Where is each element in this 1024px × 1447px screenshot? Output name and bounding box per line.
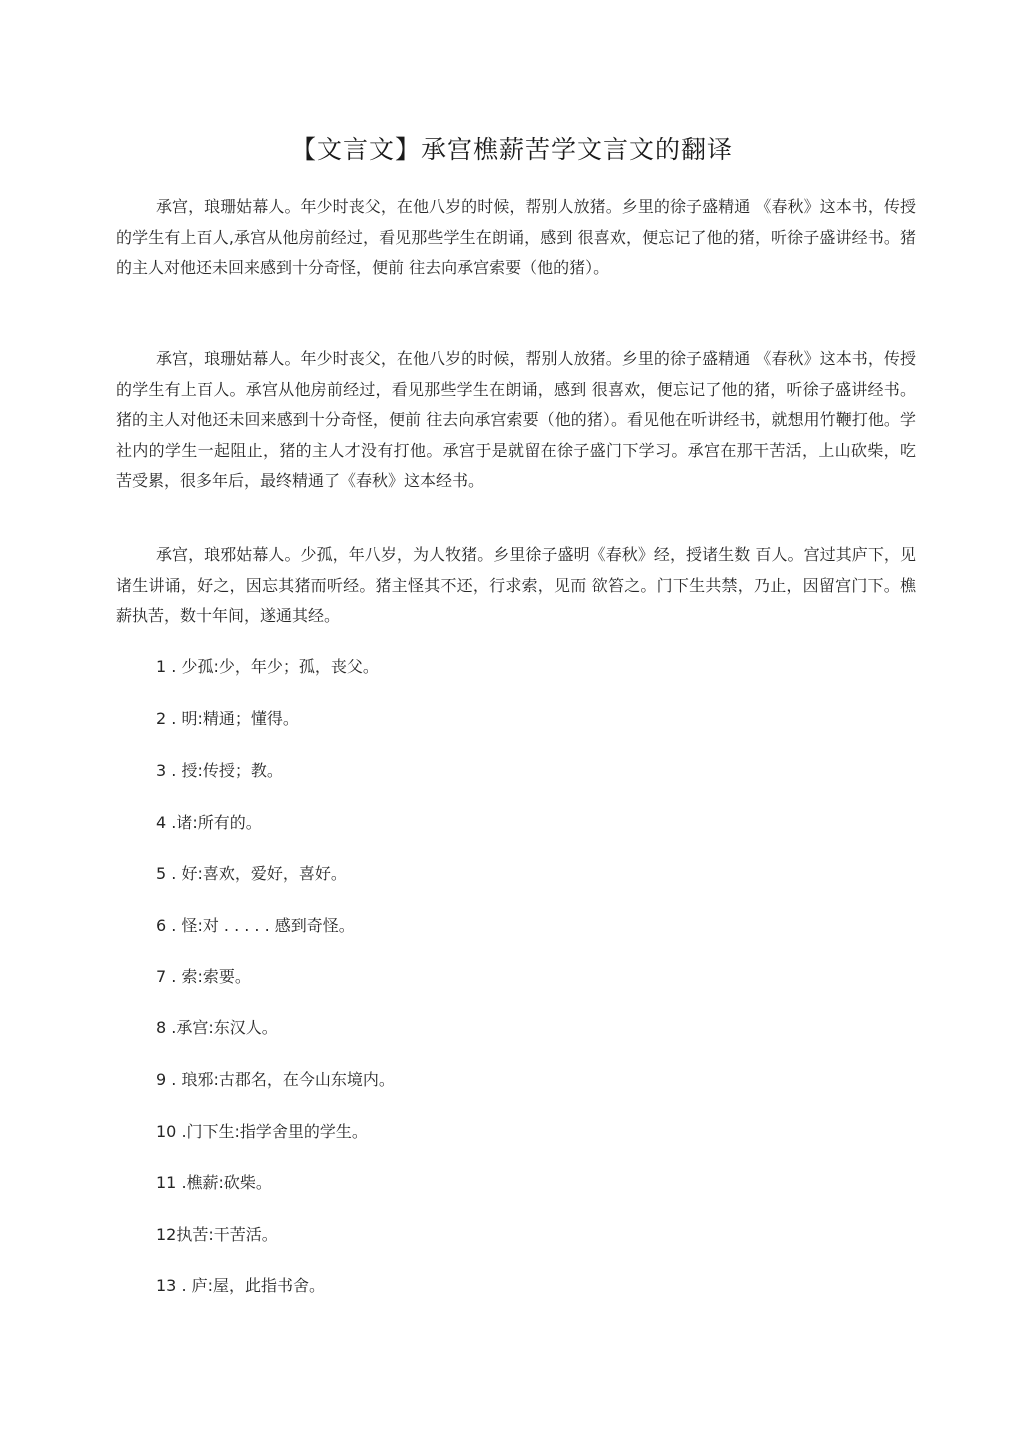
- annotation-item: 7 . 索:索要。: [156, 967, 251, 986]
- annotation-item: 4 .诸:所有的。: [156, 813, 262, 832]
- annotation-item: 3 . 授:传授；教。: [156, 761, 283, 780]
- annotation-item: 1 . 少孤:少，年少；孤，丧父。: [156, 657, 379, 676]
- document-title: 【文言文】承宫樵薪苦学文言文的翻译: [290, 135, 733, 164]
- annotation-item: 8 .承宫:东汉人。: [156, 1018, 278, 1037]
- annotation-item: 2 . 明:精通；懂得。: [156, 709, 299, 728]
- translation-paragraph-short: 承宫，琅珊姑幕人。年少时丧父，在他八岁的时候，帮别人放猪。乡里的徐子盛精通 《春秋》这本书，传授的学生有上百人,承宫从他房前经过，看见那些学生在朗诵，感到 很喜欢，便忘记了他的猪，听徐子盛讲经书。猪的主人对他还未回来感到十分奇怪，便前 往去向承宫索要（他的猪）。: [116, 197, 916, 277]
- annotation-item: 10 .门下生:指学舍里的学生。: [156, 1122, 368, 1141]
- annotation-item: 12执苦:干苦活。: [156, 1225, 278, 1244]
- annotation-item: 9 . 琅邪:古郡名，在今山东境内。: [156, 1070, 395, 1089]
- annotation-item: 13 . 庐:屋，此指书舍。: [156, 1276, 326, 1295]
- annotation-item: 11 .樵薪:砍柴。: [156, 1173, 272, 1192]
- translation-paragraph-full: 承宫，琅珊姑幕人。年少时丧父，在他八岁的时候，帮别人放猪。乡里的徐子盛精通 《春秋》这本书，传授的学生有上百人。承宫从他房前经过，看见那些学生在朗诵，感到 很喜欢，便忘记了他的猪，听徐子盛讲经书。猪的主人对他还未回来感到十分奇怪，便前 往去向承宫索要（他的猪）。看见他在听讲经书，就想用竹鞭打他。学社内的学生一起阻止，猪的主人才没有打他。承宫于是就留在徐子盛门下学习。承宫在那干苦活，上山砍柴，吃 苦受累，很多年后，最终精通了《春秋》这本经书。: [116, 349, 916, 490]
- annotation-item: 6 . 怪:对 . . . . . 感到奇怪。: [156, 916, 355, 935]
- original-text-paragraph: 承宫，琅邪姑幕人。少孤，年八岁，为人牧猪。乡里徐子盛明《春秋》经，授诸生数 百人。宫过其庐下，见诸生讲诵，好之，因忘其猪而听经。猪主怪其不还，行求索，见而 欲笞之。门下生共禁，乃止，因留宫门下。樵薪执苦，数十年间，遂通其经。: [116, 545, 916, 625]
- annotation-item: 5 . 好:喜欢，爱好，喜好。: [156, 864, 347, 883]
